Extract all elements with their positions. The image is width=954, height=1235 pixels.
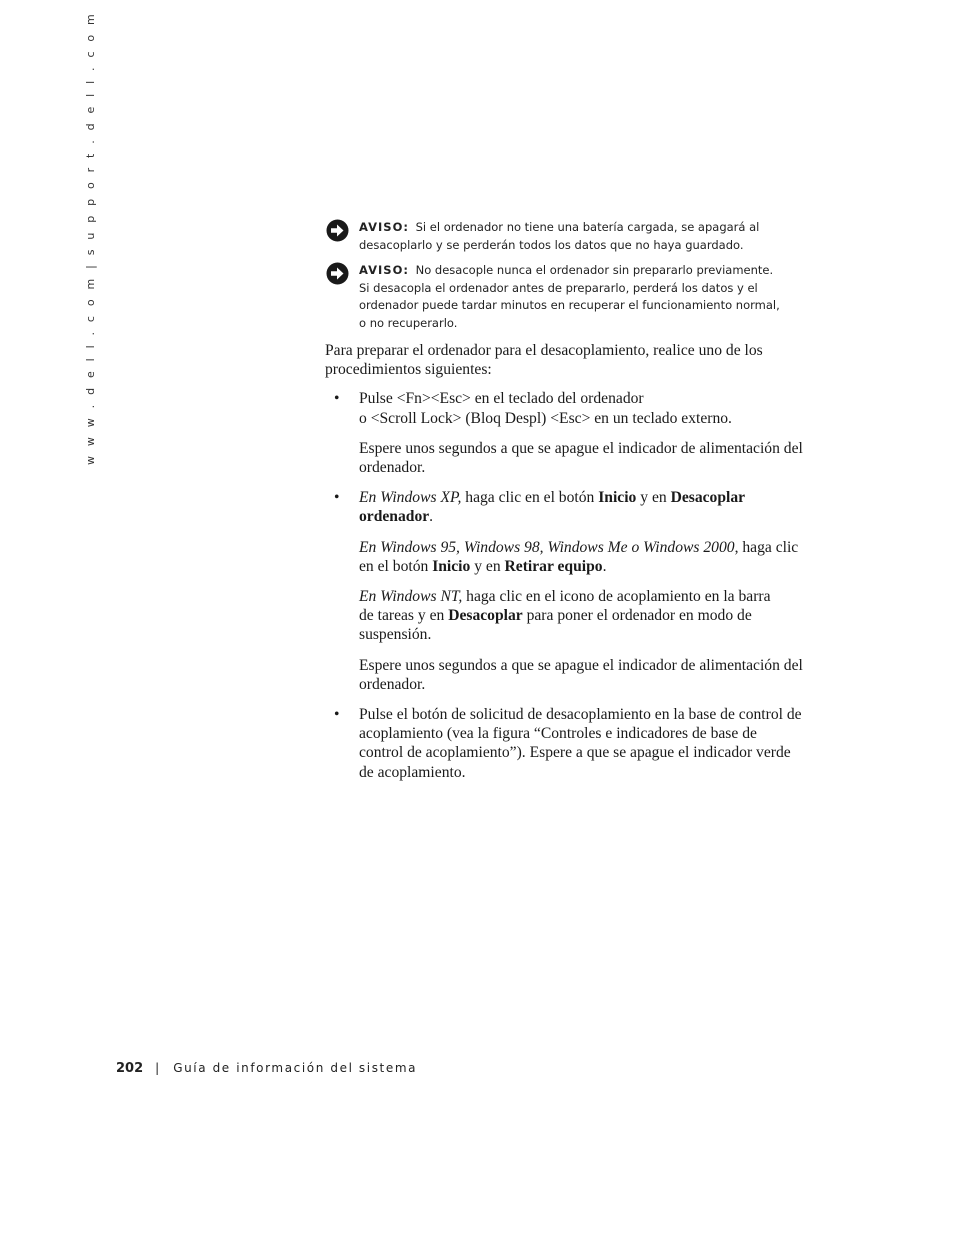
page-footer	[116, 1061, 417, 1076]
item-paragraph	[359, 389, 815, 427]
notice-text: desacoplarlo y se perderán todos los datos que no haya guardado.	[359, 237, 744, 252]
list-item	[325, 705, 815, 782]
notice-text: o no recuperarlo.	[359, 315, 458, 330]
footer-separator: |	[155, 1061, 160, 1075]
item-text: de tareas y en	[359, 607, 449, 625]
ui-term: ordenador	[359, 508, 430, 526]
item-text: .	[429, 508, 434, 526]
item-text: , haga clic	[734, 538, 799, 556]
notice-2	[326, 262, 796, 332]
bullet: •	[334, 706, 340, 724]
item-text: Espere unos segundos a que se apague el indicador de alimentación del	[359, 656, 803, 674]
notice-text: Si el ordenador no tiene una batería cargada, se apagará al	[415, 220, 760, 234]
item-text: de acoplamiento.	[359, 763, 466, 781]
item-text: ordenador.	[359, 459, 426, 477]
item-text: o <Scroll Lock> (Bloq Despl) <Esc> en un teclado externo.	[359, 409, 732, 427]
document-title: Guía de información del sistema	[173, 1061, 418, 1075]
item-text: Espere unos segundos a que se apague el indicador de alimentación del	[359, 439, 803, 457]
item-text: Pulse el botón de solicitud de desacoplamiento en la base de control de	[359, 706, 802, 724]
notice-label: AVISO:	[359, 263, 409, 277]
item-paragraph	[359, 656, 815, 694]
item-paragraph	[359, 538, 815, 576]
notice-text: ordenador puede tardar minutos en recuperar el funcionamiento normal,	[359, 298, 780, 312]
side-url: w w w . d e l l . c o m | s u p p o r t . d e l l . c o m	[84, 11, 97, 465]
item-paragraph	[359, 488, 815, 526]
item-text: acoplamiento (vea la figura “Controles e indicadores de base de	[359, 725, 757, 743]
item-text: ordenador.	[359, 675, 426, 693]
intro-line: procedimientos siguientes:	[325, 361, 492, 379]
item-text: y en	[470, 557, 505, 575]
ui-term: Desacoplar	[670, 489, 746, 507]
item-text: haga clic en el botón	[461, 489, 599, 507]
notice-text: No desacople nunca el ordenador sin prepararlo previamente.	[415, 263, 774, 277]
ui-term: Inicio	[598, 489, 637, 507]
ui-term: Retirar equipo	[504, 557, 603, 575]
main-content	[325, 341, 815, 793]
page-number: 202	[116, 1061, 144, 1076]
item-text: para poner el ordenador en modo de	[522, 607, 752, 625]
bullet: •	[334, 390, 340, 408]
notice-arrow-icon	[326, 219, 349, 242]
item-text: y en	[636, 489, 671, 507]
intro-paragraph	[325, 341, 815, 379]
os-name: En Windows 95, Windows 98, Windows Me o Windows 2000	[359, 538, 735, 556]
item-text: .	[602, 557, 607, 575]
item-text: control de acoplamiento”). Espere a que se apague el indicador verde	[359, 744, 791, 762]
item-text: en el botón	[359, 557, 433, 575]
ui-term: Desacoplar	[448, 607, 523, 625]
ui-term: Inicio	[432, 557, 471, 575]
notice-1	[326, 219, 796, 254]
item-text: haga clic en el icono de acoplamiento en la barra	[462, 588, 771, 606]
list-item	[325, 389, 815, 477]
list-item	[325, 488, 815, 694]
item-paragraph	[359, 439, 815, 477]
os-name: En Windows XP,	[359, 489, 462, 507]
intro-line: Para preparar el ordenador para el desacoplamiento, realice uno de los	[325, 342, 763, 359]
notice-text: Si desacopla el ordenador antes de prepararlo, perderá los datos y el	[359, 280, 758, 295]
item-paragraph	[359, 705, 815, 782]
os-name: En Windows NT,	[359, 588, 463, 606]
item-text: suspensión.	[359, 626, 432, 644]
notice-arrow-icon	[326, 262, 349, 285]
bullet: •	[334, 489, 340, 507]
notice-label: AVISO:	[359, 220, 409, 234]
item-paragraph	[359, 587, 815, 645]
item-text: Pulse <Fn><Esc> en el teclado del ordenador	[359, 390, 644, 408]
